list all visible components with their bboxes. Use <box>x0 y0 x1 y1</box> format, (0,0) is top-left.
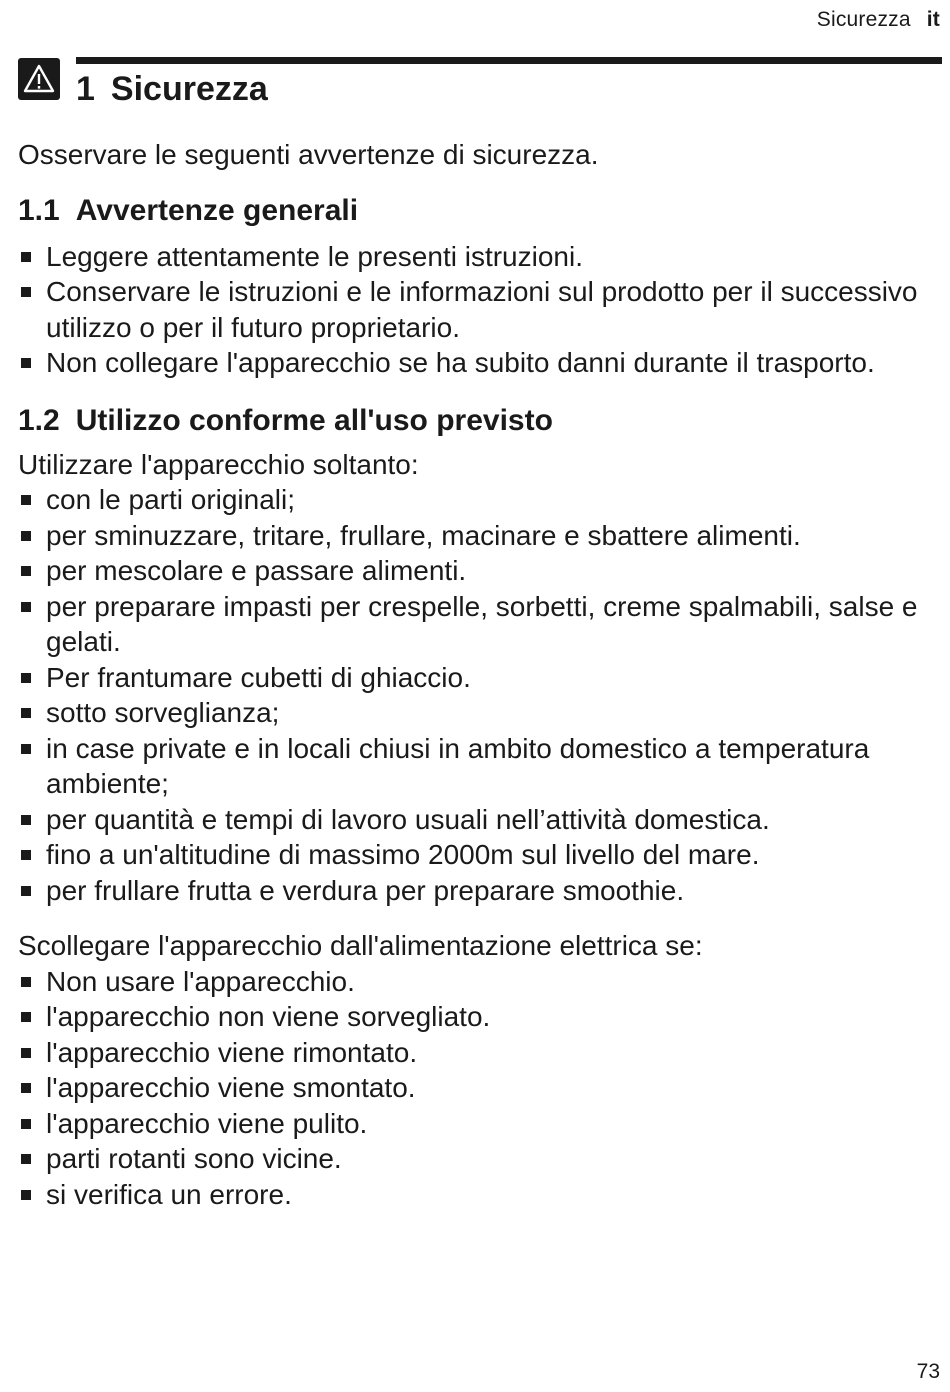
warning-triangle-icon <box>18 58 60 100</box>
bullet-square-icon <box>21 602 31 612</box>
list-item-text: Per frantumare cubetti di ghiaccio. <box>46 661 471 693</box>
section-heading-intended-use <box>18 401 938 441</box>
list-item-text: con le parti originali; <box>46 484 296 515</box>
chapter-intro: Osservare le seguenti avvertenze di sicurezza. <box>18 139 599 170</box>
bullet-square-icon <box>21 815 31 825</box>
list-item-text: Leggere attentamente le presenti istruzioni. <box>46 240 583 272</box>
list-item <box>18 873 938 909</box>
intended-use-intro: Utilizzare l'apparecchio soltanto: <box>18 448 419 480</box>
list-item-text: Non collegare l'apparecchio se ha subito danni durante il trasporto. <box>46 347 875 378</box>
bullet-square-icon <box>21 1190 31 1200</box>
list-item-text: si verifica un errore. <box>46 1178 292 1210</box>
list-item <box>18 695 938 731</box>
list-item <box>18 999 938 1035</box>
list-item <box>18 589 938 660</box>
list-item-text: per frullare frutta e verdura per preparare smoothie. <box>46 874 685 906</box>
bullet-square-icon <box>21 252 31 262</box>
list-item-text: sotto sorveglianza; <box>46 697 280 728</box>
list-item-text: parti rotanti sono vicine. <box>46 1143 342 1174</box>
list-item-text: l'apparecchio viene smontato. <box>46 1072 416 1103</box>
bullet-square-icon <box>21 708 31 718</box>
bullet-square-icon <box>21 1048 31 1058</box>
chapter-title <box>76 70 268 109</box>
list-item <box>18 1035 938 1071</box>
section-title: Utilizzo conforme all'uso previsto <box>75 403 553 437</box>
list-item-text: per sminuzzare, tritare, frullare, macinare e sbattere alimenti. <box>46 519 801 551</box>
paragraph-spacer <box>18 908 938 928</box>
bullet-square-icon <box>21 1012 31 1022</box>
list-item-text: per mescolare e passare alimenti. <box>46 555 467 586</box>
list-item <box>18 1141 938 1177</box>
chapter-title-text: Sicurezza <box>110 70 268 108</box>
list-item-text: l'apparecchio viene rimontato. <box>46 1036 418 1068</box>
section-number: 1.2 <box>18 403 60 437</box>
list-item-text: l'apparecchio viene pulito. <box>46 1107 368 1139</box>
list-item <box>18 239 938 275</box>
running-header <box>817 8 940 32</box>
bullet-square-icon <box>21 287 31 297</box>
list-item <box>18 518 938 554</box>
running-header-section: Sicurezza <box>816 8 911 31</box>
list-item <box>18 553 938 589</box>
disconnect-intro: Scollegare l'apparecchio dall'alimentazione elettrica se: <box>18 930 703 961</box>
disconnect-conditions-list <box>18 964 938 1213</box>
list-item-text: Non usare l'apparecchio. <box>46 965 355 997</box>
list-item <box>18 274 938 345</box>
bullet-square-icon <box>21 744 31 754</box>
bullet-square-icon <box>21 358 31 368</box>
list-item <box>18 731 938 802</box>
section-number: 1.1 <box>18 193 60 227</box>
general-warnings-list <box>18 239 938 381</box>
list-item <box>18 964 938 1000</box>
bullet-square-icon <box>21 566 31 576</box>
list-item <box>18 660 938 696</box>
page-number: 73 <box>916 1360 940 1383</box>
bullet-square-icon <box>21 886 31 896</box>
list-item-text: in case private e in locali chiusi in ambito domestico a temperatura ambiente; <box>46 732 870 799</box>
list-item <box>18 1106 938 1142</box>
list-item <box>18 802 938 838</box>
section-heading-general-warnings <box>18 191 938 231</box>
list-item <box>18 837 938 873</box>
bullet-square-icon <box>21 673 31 683</box>
chapter-rule <box>76 57 942 64</box>
bullet-square-icon <box>21 850 31 860</box>
intended-use-list <box>18 482 938 908</box>
list-item-text: per quantità e tempi di lavoro usuali nell’attività domestica. <box>46 803 770 835</box>
list-item <box>18 1177 938 1213</box>
list-item-text: fino a un'altitudine di massimo 2000m sul livello del mare. <box>46 839 760 870</box>
list-item <box>18 345 938 381</box>
bullet-square-icon <box>21 1154 31 1164</box>
running-header-language: it <box>926 8 940 31</box>
list-item-text: Conservare le istruzioni e le informazioni sul prodotto per il successivo utilizzo o per il futuro proprietario. <box>46 276 918 343</box>
bullet-square-icon <box>21 1083 31 1093</box>
list-item-text: per preparare impasti per crespelle, sorbetti, creme spalmabili, salse e gelati. <box>46 590 918 657</box>
bullet-square-icon <box>21 495 31 505</box>
bullet-square-icon <box>21 531 31 541</box>
list-item <box>18 1070 938 1106</box>
page-content <box>18 137 938 1212</box>
list-item-text: l'apparecchio non viene sorvegliato. <box>46 1001 491 1032</box>
section-title: Avvertenze generali <box>75 193 359 227</box>
list-item <box>18 482 938 518</box>
bullet-square-icon <box>21 1119 31 1129</box>
bullet-square-icon <box>21 977 31 987</box>
chapter-number: 1 <box>76 70 95 108</box>
